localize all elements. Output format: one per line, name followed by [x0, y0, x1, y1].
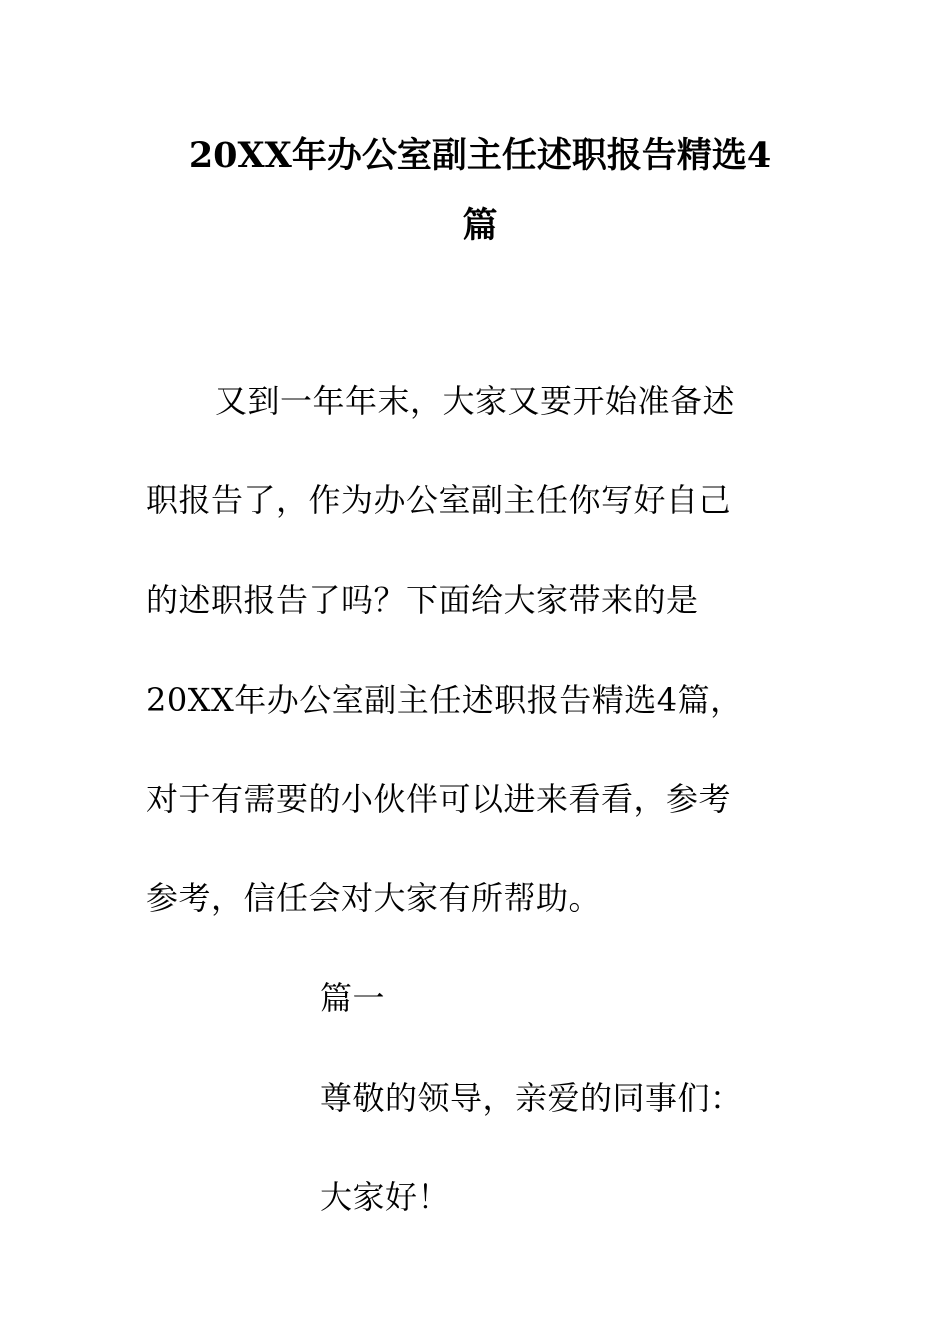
intro-line-4: 20XX年办公室副主任述职报告精选4篇，: [146, 681, 743, 719]
intro-line-1: 又到一年年末，大家又要开始准备述: [215, 382, 736, 420]
greeting: 大家好！: [320, 1178, 451, 1216]
section-heading: 篇一: [320, 979, 386, 1017]
intro-line-3: 的述职报告了吗？下面给大家带来的是: [146, 581, 699, 619]
intro-line-6: 参考，信任会对大家有所帮助。: [146, 879, 602, 917]
salutation: 尊敬的领导，亲爱的同事们：: [320, 1079, 743, 1117]
intro-line-5: 对于有需要的小伙伴可以进来看看，参考: [146, 780, 732, 818]
intro-line-2: 职报告了，作为办公室副主任你写好自己: [146, 481, 732, 519]
document-title-line-1: 20XX年办公室副主任述职报告精选4: [188, 135, 772, 176]
document-title-line-2: 篇: [462, 205, 498, 246]
